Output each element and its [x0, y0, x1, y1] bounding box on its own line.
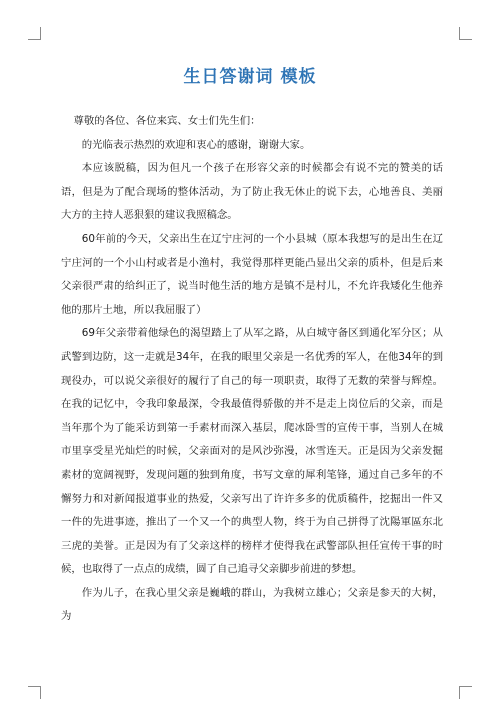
- paragraph-birth: 60年前的今天，父亲出生在辽宁庄河的一个小县城（原本我想写的是出生在辽宁庄河的一个小山村或者是小渔村，我觉得那样更能凸显出父亲的质朴，但是后来父亲很严肃的给纠正了，说当时他生活的地方是镇不是村儿，不允许我矮化生他养他的那片土地，所以我屈服了）: [61, 232, 443, 316]
- document-body: [61, 110, 443, 629]
- paragraph-son: 作为儿子，在我心里父亲是巍峨的群山，为我树立雄心；父亲是参天的大树，为: [61, 586, 443, 623]
- paragraph-greeting: 尊敬的各位、各位来宾、女士们先生们：: [73, 115, 261, 127]
- crop-mark-top-left: [28, 27, 41, 40]
- crop-mark-bottom-left: [28, 686, 41, 699]
- paragraph-career: 69年父亲带着他绿色的渴望踏上了从军之路，从白城守备区到通化军分区；从武警到边防，这一走就是34年，在我的眼里父亲是一名优秀的军人，在他34年的到现役办，可以说父亲很好的履行了自己的每一项职责，取得了无数的荣誉与辉煌。在我的记忆中，令我印象最深，令我最值得骄傲的并不是走上岗位后的父亲，而是当年那个为了能采访到第一手素材而深入基层，爬冰卧雪的宣传干事，当别人在城市里享受星光灿烂的时候，父亲面对的是风沙弥漫，冰雪连天。正是因为父亲发掘素材的宽阔视野，发现问题的独到角度，书写文章的犀利笔锋，通过自己多年的不懈努力和对新闻报道事业的热爱，父亲写出了许许多多的优质稿件，挖掘出一件又一件的先进事迹，推出了一个又一个的典型人物，终于为自己拼得了沈陽軍區东北三虎的美誉。正是因为有了父亲这样的榜样才使得我在武警部队担任宣传干事的时候，也取得了一点点的成绩，圆了自己追寻父亲脚步前进的梦想。: [61, 327, 443, 576]
- crop-mark-bottom-right: [459, 686, 472, 699]
- crop-mark-top-right: [459, 27, 472, 40]
- paragraph-welcome: 的光临表示热烈的欢迎和衷心的感谢，谢谢大家。: [81, 138, 311, 151]
- document-title: 生日答谢词 模板: [183, 67, 317, 87]
- paragraph-intro: 本应该脱稿，因为但凡一个孩子在形容父亲的时候都会有说不完的赞美的话语，但是为了配合现场的整体活动，为了防止我无休止的说下去，心地善良、美丽大方的主持人恶狠狠的建议我照稿念。: [61, 162, 443, 222]
